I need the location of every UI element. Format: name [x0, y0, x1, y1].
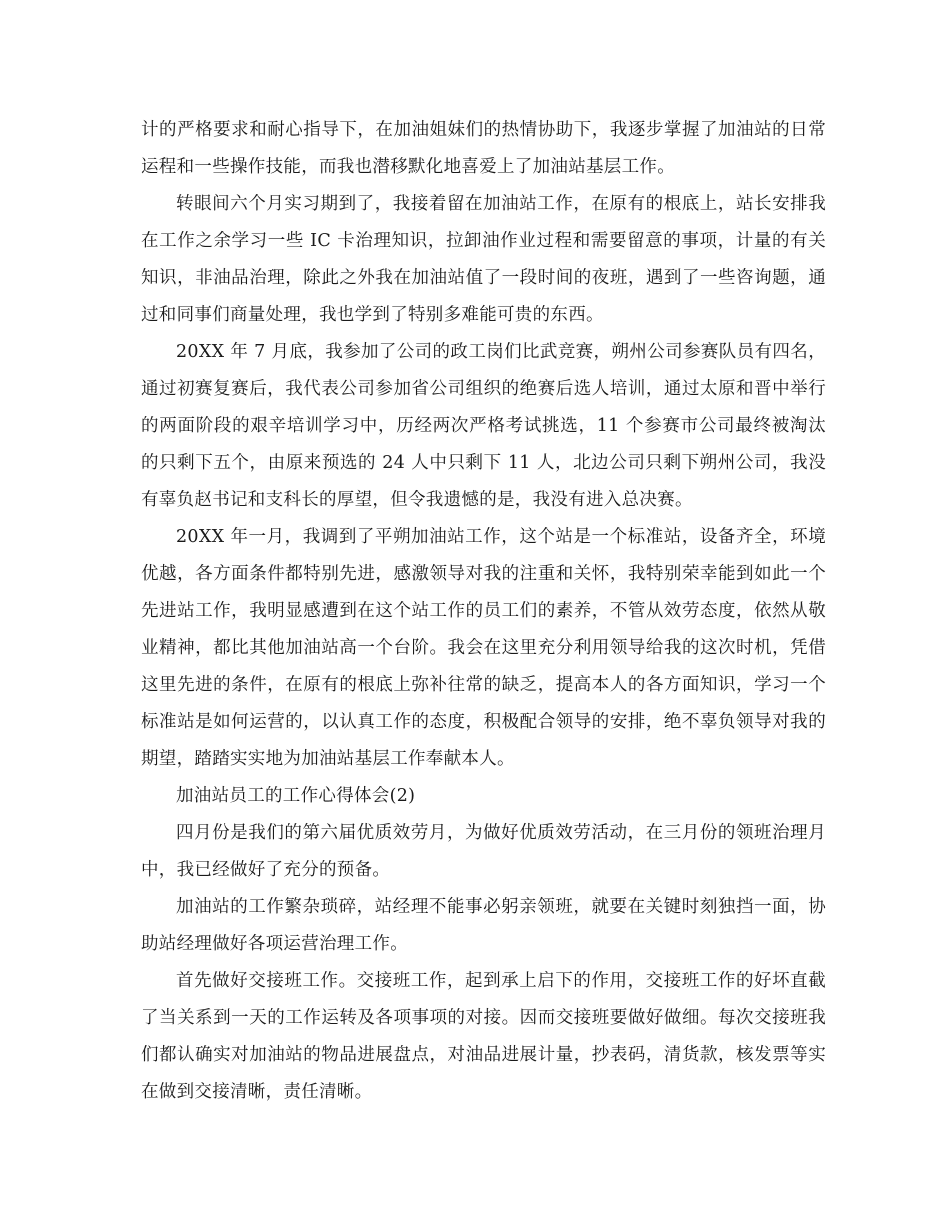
paragraph-station-work: 加油站的工作繁杂琐碎，站经理不能事必躬亲领班，就要在关键时刻独挡一面，协助站经理做好各项运营治理工作。: [141, 897, 826, 954]
paragraph-continuation: 计的严格要求和耐心指导下，在加油姐妹们的热情协助下，我逐步掌握了加油站的日常运程和一些操作技能，而我也潜移默化地喜爱上了加油站基层工作。: [141, 120, 826, 177]
section-heading: 加油站员工的工作心得体会(2): [176, 786, 416, 806]
paragraph-transfer: 20XX 年一月，我调到了平朔加油站工作，这个站是一个标准站，设备齐全，环境优越，各方面条件都特别先进，感激领导对我的注重和关怀，我特别荣幸能到如此一个先进站工作，我明显感遭到在这个站工作的员工们的素养，不管从效劳态度，依然从敬业精神，都比其他加油站高一个台阶。我会在这里充分利用领导给我的这次时机，凭借这里先进的条件，在原有的根底上弥补往常的缺乏，提高本人的各方面知识，学习一个标准站是如何运营的，以认真工作的态度，积极配合领导的安排，绝不辜负领导对我的期望，踏踏实实地为加油站基层工作奉献本人。: [141, 527, 826, 769]
document-body: [141, 112, 826, 1111]
paragraph-shift-handover: 首先做好交接班工作。交接班工作，起到承上启下的作用，交接班工作的好坏直截了当关系到一天的工作运转及各项事项的对接。因而交接班要做好做细。每次交接班我们都认确实对加油站的物品进展盘点，对油品进展计量，抄表码，清货款，核发票等实在做到交接清晰，责任清晰。: [141, 971, 826, 1102]
paragraph-competition: 20XX 年 7 月底，我参加了公司的政工岗们比武竞赛，朔州公司参赛队员有四名，通过初赛复赛后，我代表公司参加省公司组织的绝赛后选人培训，通过太原和晋中举行的两面阶段的艰辛培训学习中，历经两次严格考试挑选，11 个参赛市公司最终被淘汰的只剩下五个，由原来预选的 24 人中只剩下 11 人，北边公司只剩下朔州公司，我没有辜负赵书记和支科长的厚望，但令我遗憾的是，我没有进入总决赛。: [141, 342, 826, 510]
paragraph-service-month: 四月份是我们的第六届优质效劳月，为做好优质效劳活动，在三月份的领班治理月中，我已经做好了充分的预备。: [141, 823, 826, 880]
paragraph-internship: 转眼间六个月实习期到了，我接着留在加油站工作，在原有的根底上，站长安排我在工作之余学习一些 IC 卡治理知识，拉卸油作业过程和需要留意的事项，计量的有关知识，非油品治理，除此之外我在加油站值了一段时间的夜班，遇到了一些咨询题，通过和同事们商量处理，我也学到了特别多难能可贵的东西。: [141, 194, 826, 325]
